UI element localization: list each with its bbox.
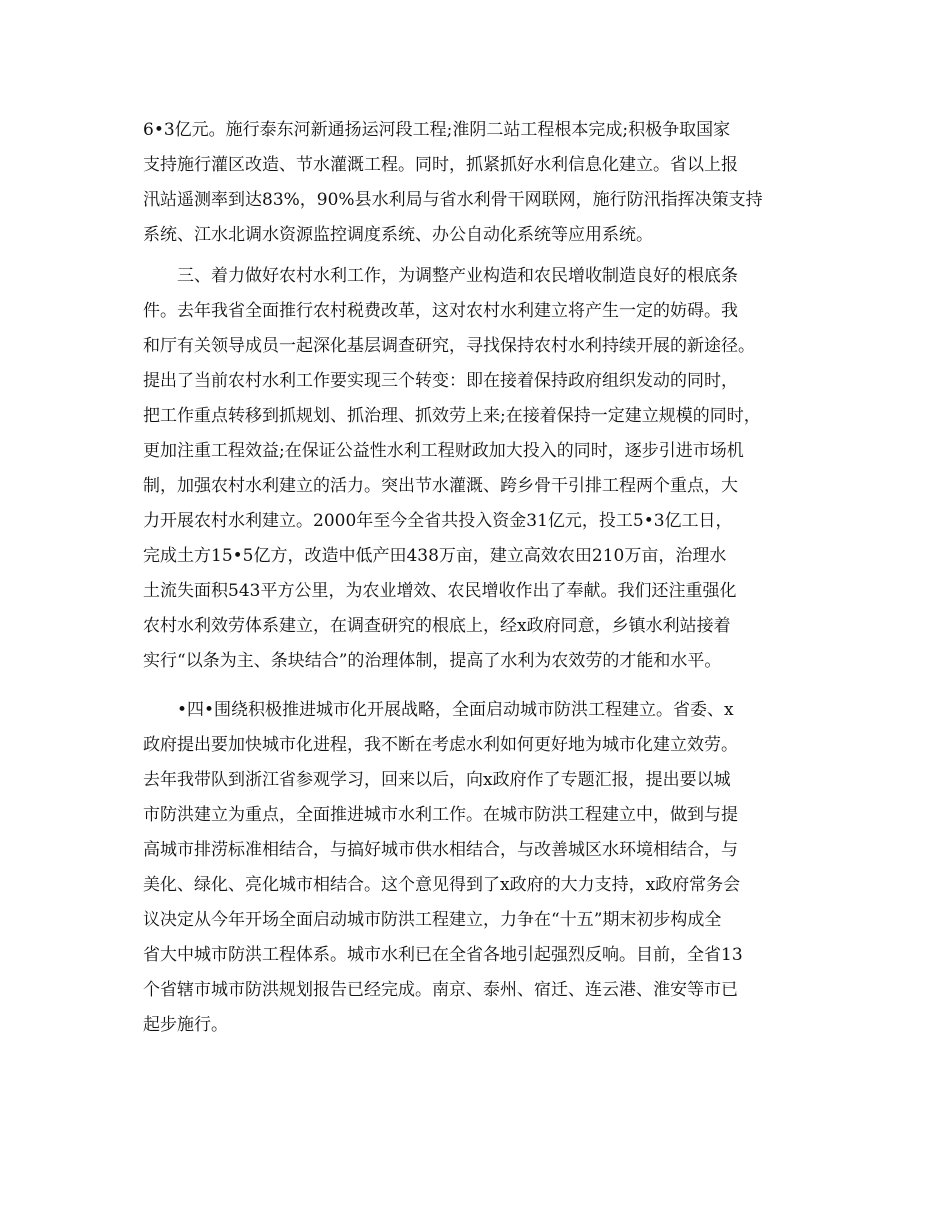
text-line: 更加注重工程效益;在保证公益性水利工程财政加大投入的同时，逐步引进市场机: [143, 441, 744, 461]
text-line: 美化、绿化、亮化城市相结合。这个意见得到了x政府的大力支持，x政府常务会: [143, 875, 741, 895]
text-line: 把工作重点转移到抓规划、抓治理、抓效劳上来;在接着保持一定建立规模的同时，: [143, 406, 761, 426]
text-line: 省大中城市防洪工程体系。城市水利已在全省各地引起强烈反响。目前，全省13: [143, 945, 743, 965]
text-line: 力开展农村水利建立。2000年至今全省共投入资金31亿元，投工5•3亿工日，: [143, 511, 733, 531]
text-line: 农村水利效劳体系建立，在调查研究的根底上，经x政府同意，乡镇水利站接着: [143, 616, 731, 636]
text-line: 议决定从今年开场全面启动城市防洪工程建立，力争在“十五”期末初步构成全: [143, 910, 722, 930]
text-line: 系统、江水北调水资源监控调度系统、办公自动化系统等应用系统。: [143, 225, 653, 245]
text-line: 市防洪建立为重点，全面推进城市水利工作。在城市防洪工程建立中，做到与提: [143, 805, 738, 825]
text-line: 土流失面积543平方公里，为农业增效、农民增收作出了奉献。我们还注重强化: [143, 581, 737, 601]
text-line: 起步施行。: [143, 1015, 228, 1035]
text-line: 三、着力做好农村水利工作，为调整产业构造和农民增收制造良好的根底条: [143, 266, 738, 286]
text-line: 提出了当前农村水利工作要实现三个转变：即在接着保持政府组织发动的同时，: [143, 371, 738, 391]
text-line: 支持施行灌区改造、节水灌溉工程。同时，抓紧抓好水利信息化建立。省以上报: [143, 155, 738, 175]
text-line: 去年我带队到浙江省参观学习，回来以后，向x政府作了专题汇报，提出要以城: [143, 770, 731, 790]
text-line: 实行“以条为主、条块结合”的治理体制，提高了水利为农效劳的才能和水平。: [143, 651, 722, 671]
text-line: 6•3亿元。施行泰东河新通扬运河段工程;淮阴二站工程根本完成;积极争取国家: [143, 120, 731, 140]
text-line: 汛站遥测率到达83%，90%县水利局与省水利骨干网联网，施行防汛指挥决策支持: [143, 190, 763, 210]
text-line: 高城市排涝标准相结合，与搞好城市供水相结合，与改善城区水环境相结合，与: [143, 840, 738, 860]
text-line: 制，加强农村水利建立的活力。突出节水灌溉、跨乡骨干引排工程两个重点，大: [143, 476, 738, 496]
text-line: 个省辖市城市防洪规划报告已经完成。南京、泰州、宿迁、连云港、淮安等市已: [143, 980, 738, 1000]
text-line: 和厅有关领导成员一起深化基层调查研究，寻找保持农村水利持续开展的新途径。: [143, 336, 755, 356]
text-line: 完成土方15•5亿方，改造中低产田438万亩，建立高效农田210万亩，治理水: [143, 546, 727, 566]
text-line: •四•围绕积极推进城市化开展战略，全面启动城市防洪工程建立。省委、x: [143, 700, 734, 720]
text-line: 件。去年我省全面推行农村税费改革，这对农村水利建立将产生一定的妨碍。我: [143, 301, 738, 321]
text-line: 政府提出要加快城市化进程，我不断在考虑水利如何更好地为城市化建立效劳。: [143, 735, 738, 755]
